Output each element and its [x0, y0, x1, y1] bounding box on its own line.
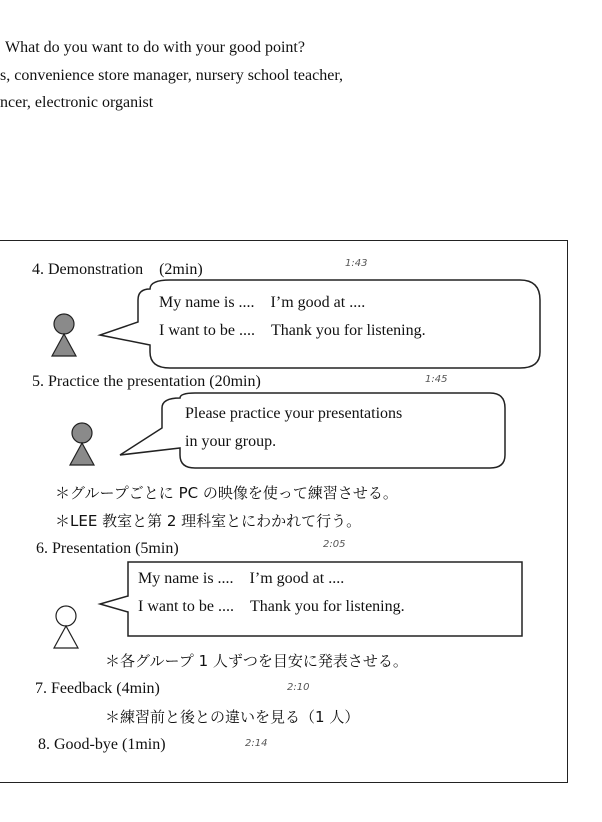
question-line: What do you want to do with your good point?: [5, 39, 305, 56]
step-presentation: 6. Presentation (5min): [36, 540, 179, 557]
practice-note-2: ＊LEE 教室と第 2 理科室とにわかれて行う。: [55, 512, 362, 530]
person-icon: [56, 606, 76, 626]
presentation-line-2: I want to be .... Thank you for listening.: [138, 598, 405, 615]
step-practice: 5. Practice the presentation (20min): [32, 373, 261, 390]
demo-line-2: I want to be .... Thank you for listening.: [159, 322, 426, 339]
jobs-line-1: s, convenience store manager, nursery school teacher,: [0, 67, 344, 84]
step-feedback: 7. Feedback (4min): [35, 680, 160, 697]
step-demonstration: 4. Demonstration (2min): [32, 261, 203, 278]
person-body-icon: [52, 334, 76, 356]
demo-line-1: My name is .... I’m good at ....: [159, 294, 366, 311]
time-note: 2:10: [287, 682, 310, 693]
practice-line-2: in your group.: [185, 433, 277, 450]
step-goodbye: 8. Good-bye (1min): [38, 736, 166, 753]
person-body-icon: [70, 443, 94, 465]
time-note: 1:43: [345, 258, 368, 269]
time-note: 2:14: [245, 738, 268, 749]
presentation-note-1: ＊各グループ 1 人ずつを目安に発表させる。: [105, 652, 408, 670]
time-note: 1:45: [425, 374, 448, 385]
practice-line-1: Please practice your presentations: [185, 405, 403, 422]
person-icon: [72, 423, 92, 443]
feedback-note-1: ＊練習前と後との違いを見る（1 人）: [105, 708, 360, 726]
practice-note-1: ＊グループごとに PC の映像を使って練習させる。: [55, 484, 398, 502]
jobs-line-2: ncer, electronic organist: [0, 94, 154, 111]
presentation-line-1: My name is .... I’m good at ....: [138, 570, 345, 587]
time-note: 2:05: [323, 539, 346, 550]
person-icon: [54, 314, 74, 334]
person-body-icon: [54, 626, 78, 648]
